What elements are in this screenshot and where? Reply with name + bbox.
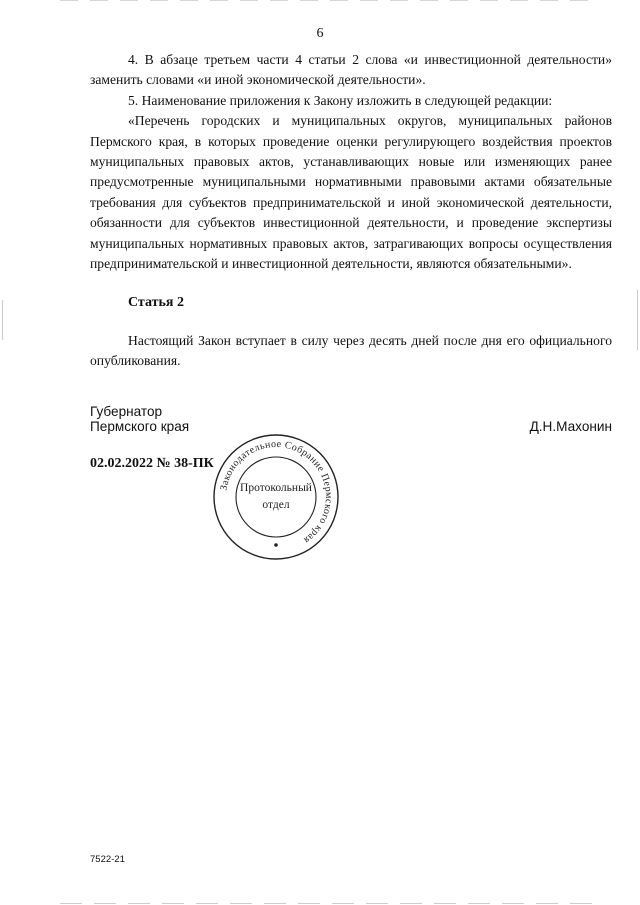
scan-edge-left [2, 300, 3, 340]
stamp-outer-ring [214, 435, 338, 559]
amendment-item-5: 5. Наименование приложения к Закону изложить в следующей редакции: [128, 92, 553, 108]
signer-title-line1: Губернатор [90, 404, 163, 419]
page-number: 6 [316, 26, 324, 41]
appendix-title-quote: «Перечень городских и муниципальных округов, муниципальных районов Пермского края, в которых проведение оценки регулирующего воздействия проектов муниципальных правовых актов, устанавливающих новые или изменяющих ранее предусмотренные муниципальными нормативными правовыми актами обязательные требования для субъектов предпринимательской и иной экономической деятельности, обязанности для субъектов инвестиционной деятельности, и проведение экспертизы муниципальных нормативных правовых актов, затрагивающих вопросы осуществления предпринимательской и инвестиционной деятельности, являются обязательными». [90, 113, 612, 272]
amendments-block [90, 50, 612, 274]
scan-edge-right [637, 290, 638, 350]
signer-name: Д.Н.Махонин [529, 419, 612, 434]
official-stamp [212, 433, 340, 561]
stamp-dot [274, 543, 278, 547]
stamp-seal-icon [212, 433, 340, 561]
article-2-text: Настоящий Закон вступает в силу через десять дней после дня его официального опубликования. [90, 333, 612, 369]
scan-edge-bottom [60, 903, 600, 904]
scan-edge-top [60, 0, 600, 1]
document-code: 7522-21 [90, 854, 125, 865]
article-2-heading: Статья 2 [128, 295, 184, 310]
signer-title [90, 404, 189, 434]
stamp-ring-text: Законодательное Собрание Пермского края [218, 438, 335, 546]
amendment-item-4: 4. В абзаце третьем части 4 статьи 2 слова «и инвестиционной деятельности» заменить словами «и иной экономической деятельности». [90, 52, 612, 88]
article-2-body [90, 331, 612, 372]
signer-title-line2: Пермского края [90, 419, 190, 434]
document-date-number: 02.02.2022 № 38-ПК [90, 456, 214, 471]
stamp-inner-line2: отдел [262, 499, 290, 511]
stamp-inner-line1: Протокольный [240, 482, 312, 494]
